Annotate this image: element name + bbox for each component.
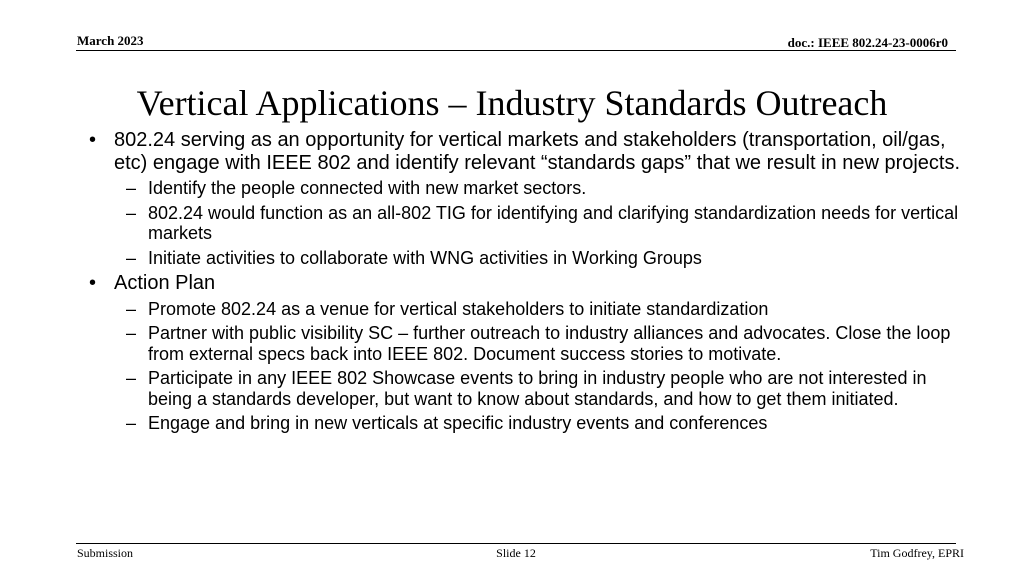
dash-marker: –: [126, 202, 137, 223]
slide-body: [89, 129, 969, 438]
bullet-text: Action Plan: [114, 272, 216, 294]
header-date: March 2023: [77, 33, 144, 48]
footer-author: Tim Godfrey, EPRI: [870, 546, 964, 560]
sub-bullet-item: [89, 413, 969, 434]
sub-bullet-text: Identify the people connected with new market sectors.: [148, 178, 587, 198]
slide-title: Vertical Applications – Industry Standards Outreach: [136, 83, 888, 123]
dash-marker: –: [126, 323, 137, 343]
sub-bullet-item: [89, 323, 969, 364]
bullet-marker: •: [89, 272, 97, 294]
dash-marker: –: [126, 413, 137, 433]
bullet-item: [89, 272, 969, 295]
bullet-text: 802.24 serving as an opportunity for vertical markets and stakeholders (transportation, oil/gas, etc) engage with IEEE 802 and identify relevant “standards gaps” that we result in new projects.: [114, 129, 961, 174]
sub-bullet-text: Partner with public visibility SC – further outreach to industry alliances and advocates. Close the loop from external specs back into IEEE 802. Document success stories to motivate.: [148, 323, 951, 364]
sub-bullet-text: 802.24 would function as an all-802 TIG for identifying and clarifying standardization needs for vertical markets: [148, 202, 959, 243]
sub-bullet-item: [89, 178, 969, 199]
sub-bullet-item: [89, 299, 969, 320]
sub-bullet-text: Engage and bring in new verticals at specific industry events and conferences: [148, 413, 768, 433]
footer-submission: Submission: [77, 546, 134, 560]
header-rule: [76, 50, 956, 51]
bullet-item: [89, 129, 969, 174]
dash-marker: –: [126, 298, 137, 319]
sub-bullet-text: Participate in any IEEE 802 Showcase events to bring in industry people who are not interested in being a standards developer, but want to know about standards, and how to get them initiated.: [148, 368, 927, 409]
footer-slide-number: Slide 12: [496, 546, 536, 560]
dash-marker: –: [126, 247, 137, 268]
sub-bullet-item: [89, 203, 969, 244]
sub-bullet-item: [89, 368, 969, 409]
dash-marker: –: [126, 368, 137, 388]
dash-marker: –: [126, 178, 137, 198]
footer-rule: [76, 543, 956, 544]
header-doc-id: doc.: IEEE 802.24-23-0006r0: [787, 35, 948, 50]
sub-bullet-item: [89, 248, 969, 269]
sub-bullet-text: Initiate activities to collaborate with WNG activities in Working Groups: [148, 247, 702, 268]
bullet-marker: •: [89, 129, 97, 151]
sub-bullet-text: Promote 802.24 as a venue for vertical stakeholders to initiate standardization: [148, 298, 769, 319]
